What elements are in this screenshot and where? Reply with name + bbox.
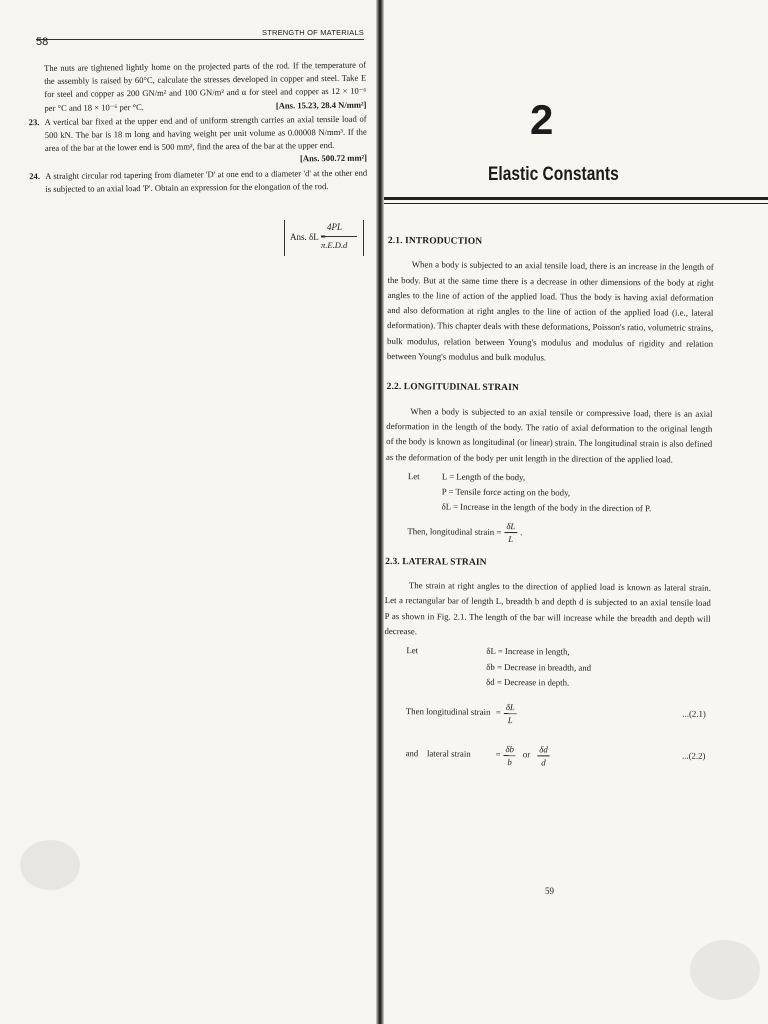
q24-text: A straight circular rod tapering from diameter 'D' at one end to a diameter 'd' at the other end is subjected to an axial load 'P'. Obtain an expression for the elongation of the rod.: [45, 167, 368, 194]
numerator: δd: [537, 743, 550, 756]
answer-numerator: 4PL: [327, 222, 343, 232]
numerator: δL: [504, 520, 517, 533]
left-page-number: 58: [36, 36, 49, 48]
chapter-rule-thin: [384, 203, 768, 204]
equation-period: .: [520, 527, 523, 538]
question-24: [29, 166, 368, 196]
q23-text: A vertical bar fixed at the upper end and of uniform strength carries an axial tensile load of 500 kN. The bar is 18 m long and having weight per unit volume as 0.00008 N/mm³. If the area of the bar at the lower end is 500 mm², find the area of the bar at the upper end.: [44, 113, 367, 154]
equation-2-2: [383, 737, 709, 774]
section-heading-lateral-strain: 2.3. LATERAL STRAIN: [385, 556, 487, 568]
definition-item: P = Tensile force acting on the body,: [441, 486, 571, 498]
header-rule: [36, 39, 364, 40]
spacer: [384, 684, 486, 685]
definition-item: L = Length of the body,: [441, 471, 526, 483]
fraction: [537, 743, 550, 768]
longitudinal-strain-equation: [385, 515, 711, 552]
question-number: 24.: [29, 170, 40, 181]
equation-number: ...(2.1): [682, 709, 706, 720]
fraction-bar: [321, 236, 357, 237]
definition-item: δL = Increase in length,: [486, 646, 570, 657]
denominator: L: [507, 714, 513, 725]
book-gutter: [376, 0, 384, 1024]
chapter-title: Elastic Constants: [488, 164, 619, 185]
definition-row: [384, 643, 710, 661]
chapter-rule-thick: [384, 197, 768, 200]
question-number: 23.: [28, 116, 40, 127]
right-page-number: 59: [545, 886, 554, 896]
fraction: [504, 520, 517, 545]
chapter-number: 2: [530, 96, 554, 143]
equals-sign: =: [495, 749, 501, 760]
q24-answer-box: [284, 220, 364, 256]
lateral-strain-paragraph: The strain at right angles to the direction of applied load is known as lateral strain. Let a rectangular bar of length L, breadth b and depth d is subjected to an axial tensile load P as shown in Fig. 2.1. The length of the bar will increase while the breadth and depth will decrease.: [384, 580, 711, 637]
denominator: L: [508, 534, 514, 545]
spacer: [384, 669, 486, 670]
introduction-paragraph: When a body is subjected to an axial tensile load, there is an increase in the length of the body. But at the same time there is a decrease in other dimensions of the body at right angles to the line of action of the applied load. Thus the body is having axial deformation and also deformation at right angles to the line of action of the applied load (i.e., lateral deformation). This chapter deals with these deformations, Poisson's ratio, volumetric strains, bulk modulus, relation between Young's modulus and modulus of rigidity and relation between Young's modulus and bulk modulus.: [386, 259, 714, 363]
longitudinal-strain-paragraph: When a body is subjected to an axial tensile or compressive load, there is an axial deformation in the length of the body. The ratio of axial deformation to the original length of the body is known as longitudinal (or linear) strain. The longitudinal strain is also defined as the deformation of the body per unit length in the direction of the applied load.: [386, 405, 713, 465]
let-label: Let: [406, 645, 419, 656]
definition-item: δb = Decrease in breadth, and: [486, 661, 592, 673]
definition-item: δd = Decrease in depth.: [486, 676, 570, 688]
exercise-block: [28, 59, 368, 196]
running-head: STRENGTH OF MATERIALS: [262, 28, 364, 37]
equation-label: Then longitudinal strain: [405, 706, 491, 718]
equals-sign: =: [495, 707, 501, 718]
equation-number: ...(2.2): [681, 751, 706, 762]
answer-label: Ans. δL =: [290, 232, 326, 242]
section-heading-introduction: 2.1. INTRODUCTION: [387, 235, 483, 247]
equation-label: Then, longitudinal strain =: [407, 526, 502, 538]
let-label: Let: [407, 471, 420, 482]
definition-item: δL = Increase in the length of the body in the direction of P.: [441, 501, 652, 514]
equation-2-1: [384, 695, 710, 732]
question-text: [45, 112, 368, 168]
numerator: δb: [503, 743, 516, 756]
question-23: [28, 112, 368, 168]
fraction: [504, 701, 517, 726]
intro-answer: [Ans. 15.23, 28.4 N/mm²]: [275, 99, 367, 111]
numerator: δL: [504, 701, 517, 714]
answer-denominator: π.E.D.d: [321, 240, 348, 250]
scan-smudge: [20, 840, 80, 890]
scan-smudge: [690, 940, 760, 1000]
definition-row: [384, 674, 710, 692]
fraction: [503, 743, 516, 768]
section-heading-longitudinal-strain: 2.2. LONGITUDINAL STRAIN: [386, 382, 519, 394]
q23-answer: [Ans. 500.72 mm²]: [299, 153, 368, 164]
definition-row: [386, 469, 712, 487]
chapter-body: [383, 234, 714, 774]
or-word: or: [522, 749, 531, 760]
intro-text: The nuts are tightened lightly home on the projected parts of the rod. If the temperature of the assembly is raised by 60°C, calculate the stresses developed in copper and steel. Take E for steel and copper as 200 GN/m² and 100 GN/m² and α for steel and copper as 12 × 10⁻⁶ per °C and 18 × 10⁻⁶ per °C.: [44, 59, 367, 113]
denominator: b: [507, 756, 512, 767]
denominator: d: [541, 756, 546, 768]
intro-paragraph: [44, 59, 367, 115]
equation-label: and lateral strain: [405, 748, 471, 760]
